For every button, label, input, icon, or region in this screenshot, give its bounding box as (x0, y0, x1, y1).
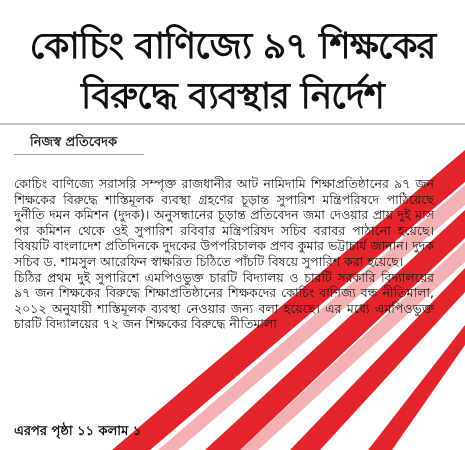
headline-line-2: বিরুদ্ধে ব্যবস্থার নির্দেশ (81, 76, 384, 117)
headline-line-1: কোচিং বাণিজ্যে ৯৭ শিক্ষকের (29, 26, 436, 67)
paragraph: কোচিং বাণিজ্যে সরাসরি সম্পৃক্ত রাজধানীর আট নামিদামি শিক্ষাপ্রতিষ্ঠানের ৯৭ জন শিক্ষকের বিরুদ্ধে শাস্তিমূলক ব্যবস্থা গ্রহণের চূড়ান্ত সুপারিশ মন্ত্রিপরিষদে পাঠিয়েছে দুর্নীতি দমন কমিশন (দুদক)। অনুসন্ধানের চূড়ান্ত প্রতিবেদন জমা দেওয়ার প্রায় দুই মাস পর কমিশন থেকে ওই সুপারিশ রবিবার মন্ত্রিপরিষদ সচিব বরাবর পাঠানো হয়েছে। বিষয়টি বাংলাদেশ প্রতিদিনকে দুদকের উপপরিচালক প্রণব কুমার ভট্টাচার্য জানান। দুদক সচিব ড. শামসুল আরেফিন স্বাক্ষরিত চিঠিতে পাঁচটি বিষয়ে সুপারিশ করা হয়েছে। (14, 176, 434, 269)
byline: নিজস্ব প্রতিবেদক (30, 135, 118, 150)
article-body (14, 176, 434, 332)
byline-underline (14, 154, 144, 155)
paragraph: চিঠির প্রথম দুই সুপারিশে এমপিওভুক্ত চারটি বিদ্যালয় ও চারটি সরকারি বিদ্যালয়ের ৯৭ জন শিক্ষকের বিরুদ্ধে শিক্ষাপ্রতিষ্ঠানের শিক্ষকদের কোচিং বাণিজ্য বন্ধ নীতিমালা, ২০১২ অনুযায়ী শাস্তিমূলক ব্যবস্থা নেওয়ার জন্য বলা হয়েছে। এর মধ্যে এমপিওভুক্ত চারটি বিদ্যালয়ের ৭২ জন শিক্ষকের বিরুদ্ধে নীতিমালা (14, 269, 434, 332)
continued-on-line[interactable]: এরপর পৃষ্ঠা ১১ কলাম ১ (14, 424, 142, 439)
